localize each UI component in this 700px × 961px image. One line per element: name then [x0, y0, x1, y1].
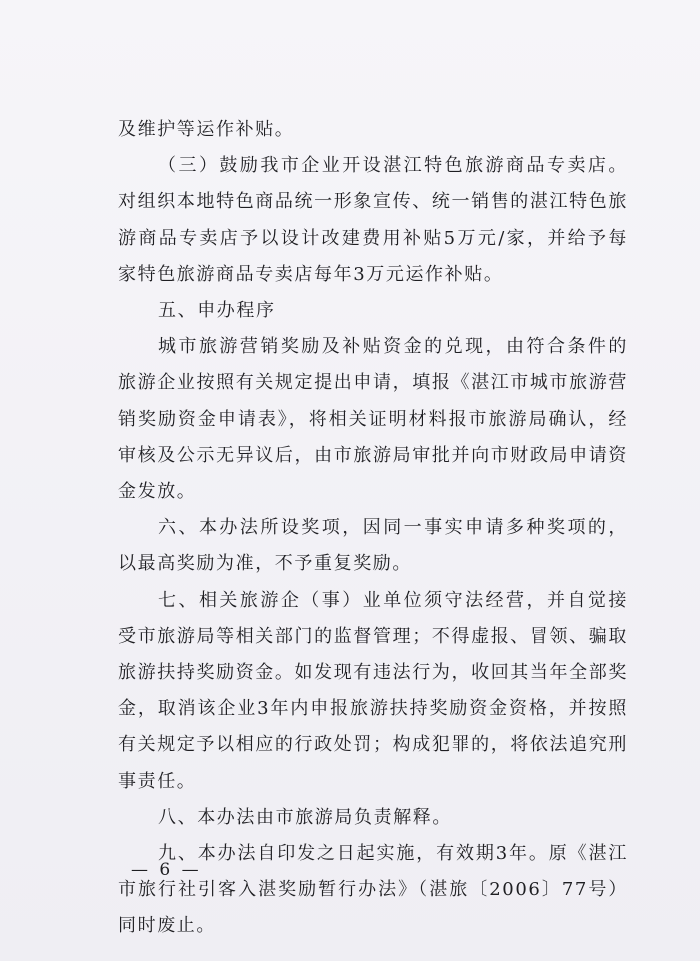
section-heading-procedure: 五、申办程序 [158, 300, 276, 322]
paragraph-continuation: 及维护等运作补贴。 [118, 119, 295, 140]
paragraph-no-duplicate-awards: 六、本办法所设奖项，因同一事实申请多种奖项的，以最高奖励为准，不予重复奖励。 [118, 517, 628, 575]
paragraph-specialty-stores: （三）鼓励我市企业开设湛江特色旅游商品专卖店。对组织本地特色商品统一形象宣传、统一销售的湛江特色旅游商品专卖店予以设计改建费用补贴5万元/家，并给予每家特色旅游商品专卖店每年3万元运作补贴。 [118, 155, 628, 285]
paragraph-compliance: 七、相关旅游企（事）业单位须守法经营，并自觉接受市旅游局等相关部门的监督管理；不得虚报、冒领、骗取旅游扶持奖励资金。如发现有违法行为，收回其当年全部奖金，取消该企业3年内申报旅游扶持奖励资金资格，并按照有关规定予以相应的行政处罚；构成犯罪的，将依法追究刑事责任。 [118, 589, 628, 792]
paragraph-procedure: 城市旅游营销奖励及补贴资金的兑现，由符合条件的旅游企业按照有关规定提出申请，填报《湛江市城市旅游营销奖励资金申请表》，将相关证明材料报市旅游局确认，经审核及公示无异议后，由市旅游局审批并向市财政局申请资金发放。 [118, 336, 628, 503]
paragraph-effective-date: 九、本办法自印发之日起实施，有效期3年。原《湛江市旅行社引客入湛奖励暂行办法》（湛旅〔2006〕77号）同时废止。 [118, 843, 628, 937]
page-number: — 6 — [131, 860, 202, 880]
document-body [118, 112, 628, 945]
paragraph-interpretation: 八、本办法由市旅游局负责解释。 [158, 806, 452, 828]
